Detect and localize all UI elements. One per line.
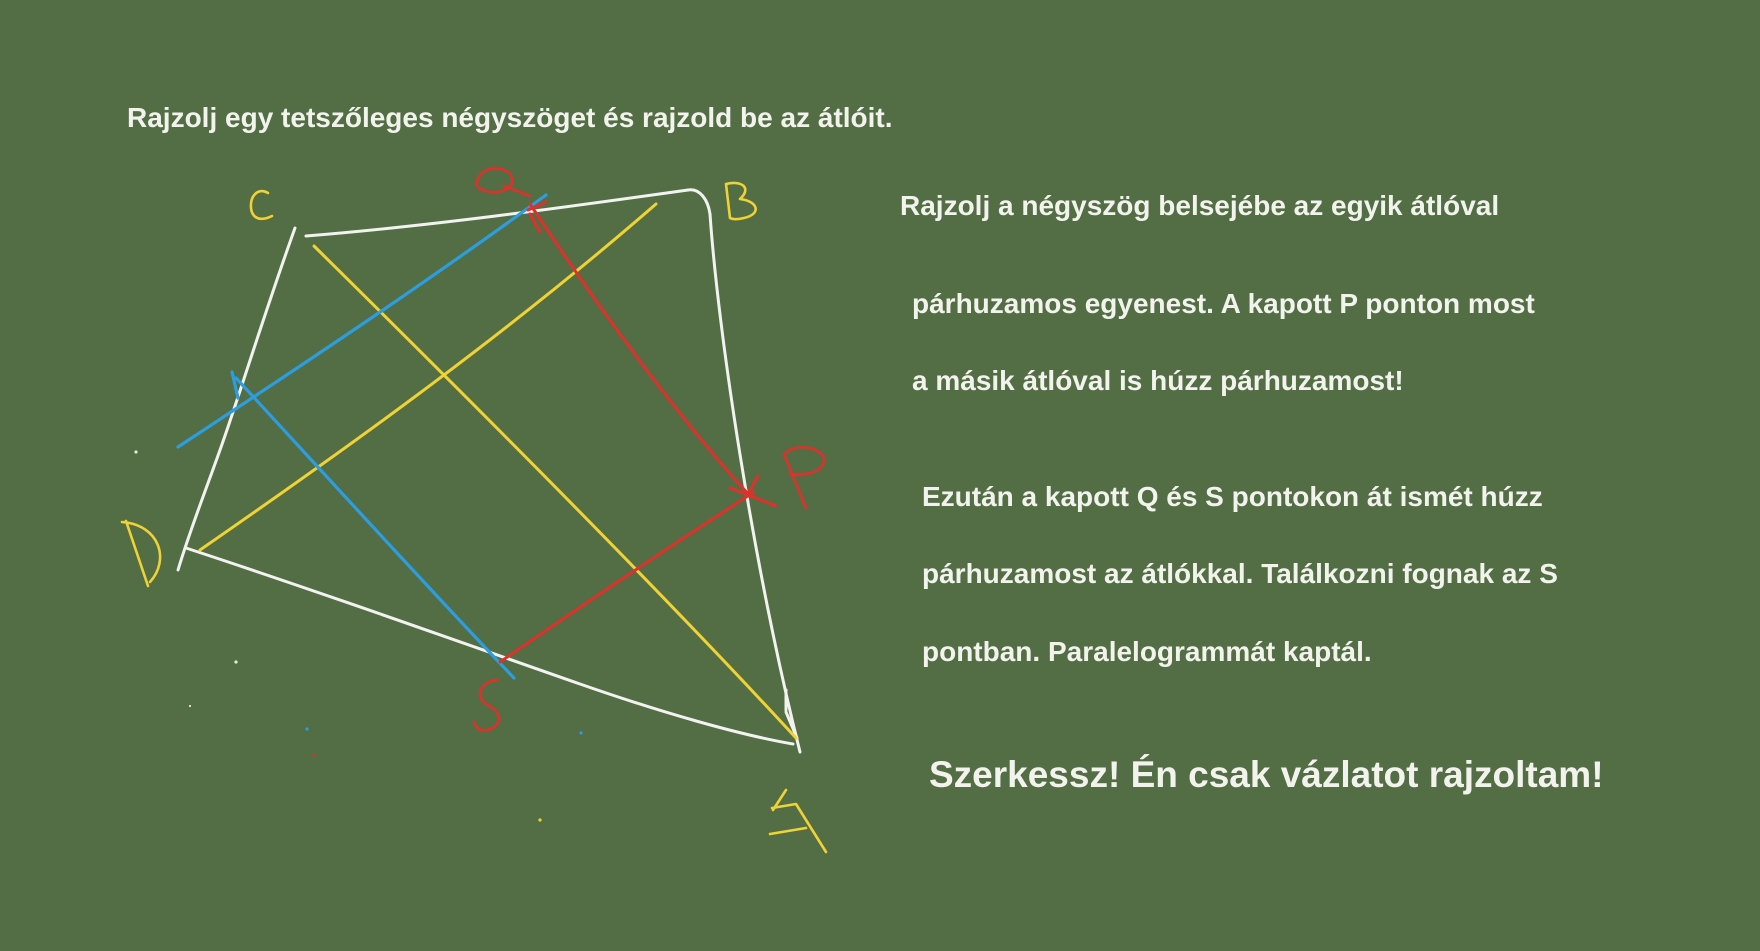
instruction-heading: Rajzolj egy tetszőleges négyszöget és rajzold be az átlóit. — [127, 102, 893, 133]
label-d: D — [140, 554, 141, 555]
label-p: P — [800, 478, 801, 479]
diagonal-ca — [314, 246, 796, 738]
label-p-glyph — [784, 447, 824, 508]
red-line-qp — [530, 204, 750, 496]
construction-note: Szerkessz! Én csak vázlatot rajzoltam! — [929, 754, 1604, 795]
paragraph-1-line-1: Rajzolj a négyszög belsejébe az egyik átlóval — [900, 190, 1500, 221]
label-s-glyph — [474, 680, 499, 731]
side-da — [186, 548, 793, 744]
paragraph-1-line-2: párhuzamos egyenest. A kapott P ponton most — [912, 288, 1535, 319]
diagonals — [200, 204, 796, 738]
paragraph-2-line-2: párhuzamost az átlókkal. Találkozni fognak az S — [922, 558, 1558, 589]
diagonal-db — [200, 204, 656, 550]
label-q: Q — [494, 182, 495, 183]
label-a: A — [796, 828, 797, 829]
red-line-sp — [500, 492, 754, 662]
quadrilateral — [178, 190, 800, 752]
chalk-dust — [134, 450, 582, 821]
blue-cross-mark — [232, 372, 238, 398]
paragraph-2-line-1: Ezután a kapott Q és S pontokon át ismét húzz — [922, 481, 1543, 512]
label-b: B — [740, 204, 741, 205]
blue-line-s — [236, 378, 514, 678]
label-d-glyph — [122, 521, 160, 586]
point-labels — [474, 168, 824, 730]
label-c: C — [260, 210, 261, 211]
paragraph-1-line-3: a másik átlóval is húzz párhuzamost! — [912, 365, 1404, 396]
label-a-glyph — [770, 790, 826, 852]
vertex-labels — [122, 183, 826, 852]
side-cd — [178, 228, 295, 570]
paragraph-2-line-3: pontban. Paralelogrammát kaptál. — [922, 636, 1372, 667]
label-b-glyph — [726, 183, 756, 219]
label-c-glyph — [251, 191, 272, 219]
blue-line-q — [178, 195, 546, 447]
red-parallels — [500, 202, 776, 662]
label-q-glyph — [476, 168, 530, 196]
label-s: S — [488, 706, 489, 707]
side-b-corner — [688, 190, 710, 214]
